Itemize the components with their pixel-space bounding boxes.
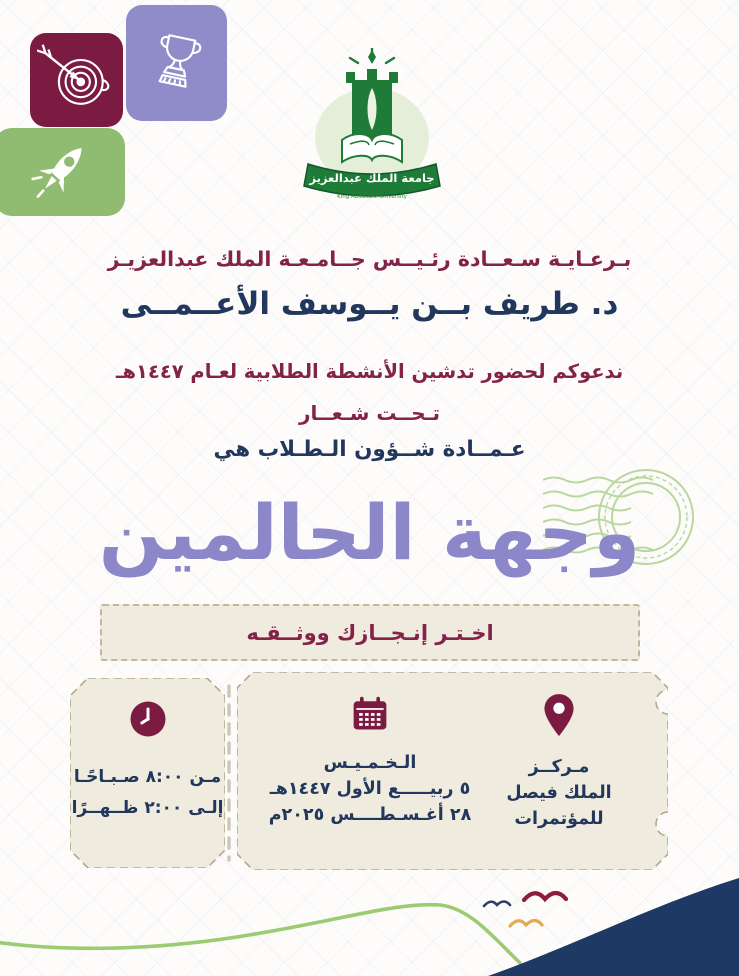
logo-name-arabic: جامعة الملك عبدالعزيز (309, 171, 435, 185)
ticket-body (237, 672, 668, 870)
ticket-stub (70, 678, 225, 868)
time-section (70, 678, 225, 868)
green-wave-line (0, 905, 520, 963)
logo-name-english: King Abdulaziz University (337, 194, 407, 200)
dart-target-icon (37, 41, 117, 119)
time-line-2: إلـى ٢:٠٠ ظــهــرًا (71, 798, 224, 818)
clock-icon (127, 698, 169, 740)
bottom-waves (0, 846, 739, 976)
trophy-badge (126, 5, 227, 121)
location-section (459, 672, 659, 832)
achievement-banner (100, 604, 640, 661)
invitation-line: ندعوكم لحضور تدشين الأنشطة الطلابية لعـام ١٤٤٧هـ (115, 360, 624, 383)
location-line-1: مـركــز (528, 757, 590, 777)
rocket-badge (0, 128, 125, 216)
deanship-line: عـمــادة شــؤون الـطـلاب هي (213, 437, 526, 462)
achievement-banner-label: اخـتـر إنـجــازك ووثــقـه (246, 620, 494, 645)
patronage-line: بـرعـايـة سـعــادة رئـيــس جــامـعـة الملك عبدالعزيـز (107, 247, 632, 271)
bird-maroon-icon (524, 893, 566, 900)
trophy-icon (144, 23, 210, 103)
under-slogan-line: تـحــت شـعــار (298, 401, 441, 425)
time-line-1: مـن ٨:٠٠ صـبـاحًـا (73, 767, 222, 787)
slogan-calligraphy: وجهة الحالمين (98, 488, 641, 577)
president-name: د. طريف بــن يــوسف الأعــمــى (120, 286, 619, 322)
university-logo-graphic (302, 48, 442, 204)
university-logo (302, 48, 442, 204)
location-pin-icon (539, 692, 579, 740)
target-badge (30, 33, 123, 127)
bird-orange-icon (510, 921, 542, 927)
location-line-2: الملك فيصل للمؤتمرات (506, 783, 612, 829)
rocket-icon (17, 133, 103, 211)
ticket-perforation (225, 684, 233, 862)
event-day: الـخـمـيـس (323, 753, 417, 773)
bird-navy-icon (484, 902, 510, 907)
calendar-icon (350, 694, 390, 734)
event-date-hijri: ٥ ربيـــــع الأول ١٤٤٧هـ (269, 779, 471, 799)
date-section (265, 672, 475, 828)
event-date-gregorian: ٢٨ أغـسـطــــس ٢٠٢٥م (268, 805, 472, 825)
